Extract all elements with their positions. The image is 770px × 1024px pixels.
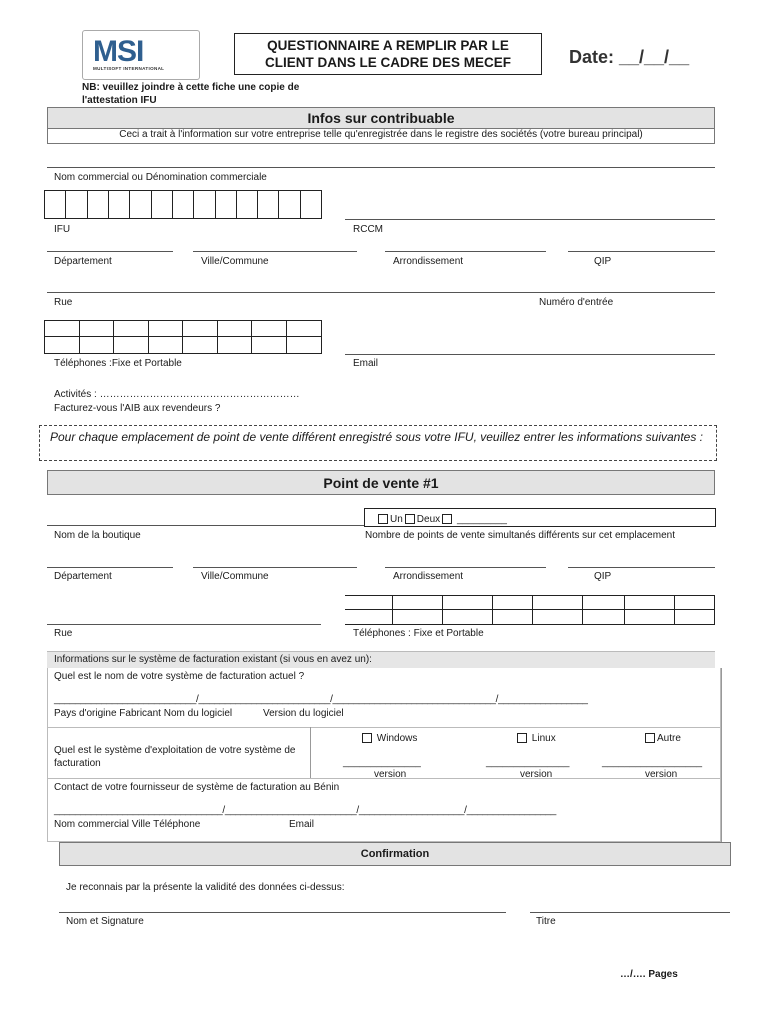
- field-line: [47, 167, 715, 168]
- facturation-header: [47, 651, 715, 668]
- windows-version-input[interactable]: ______________: [343, 757, 421, 768]
- aib-question: Facturez-vous l'AIB aux revendeurs ?: [54, 403, 221, 414]
- nom-boutique-input[interactable]: [47, 525, 364, 526]
- logo-subtitle: MULTISOFT INTERNATIONAL: [93, 66, 165, 71]
- ifu-input-grid[interactable]: [44, 190, 322, 219]
- os-windows: [362, 733, 417, 744]
- linux-checkbox[interactable]: [517, 733, 527, 743]
- label-pdv-arrondissement: Arrondissement: [393, 571, 464, 582]
- question-os: Quel est le système d'exploitation de votre système de facturation: [54, 745, 296, 769]
- departement-input[interactable]: [47, 251, 173, 252]
- label-nom-commercial: Nom commercial ou Dénomination commerciale: [54, 172, 267, 183]
- label-pdv-telephones: Téléphones : Fixe et Portable: [353, 628, 484, 639]
- label-pdv-rue: Rue: [54, 628, 73, 639]
- confirmation-text: Je reconnais par la présente la validité des données ci-dessus:: [66, 882, 345, 893]
- pdv-departement-input[interactable]: [47, 567, 173, 568]
- label-telephones: Téléphones :Fixe et Portable: [54, 358, 182, 369]
- os-linux: [517, 733, 556, 744]
- label-pdv-departement: Département: [54, 571, 112, 582]
- form-title: [234, 33, 542, 75]
- form-title-text: QUESTIONNAIRE A REMPLIR PAR LE CLIENT DANS LE CADRE DES MECEF: [264, 38, 511, 70]
- label-ifu: IFU: [54, 224, 71, 235]
- label-version-windows: version: [374, 769, 407, 780]
- label-pdv-qip: QIP: [594, 571, 612, 582]
- label-contact-nom-ville-tel: Nom commercial Ville Téléphone: [54, 819, 201, 830]
- question-nom-systeme: Quel est le nom de votre système de facturation actuel ?: [54, 671, 305, 682]
- contact-info-line[interactable]: ________________________________/_________________________/____________________/_________________: [54, 805, 557, 816]
- linux-version-input[interactable]: _______________: [486, 757, 570, 768]
- arrondissement-input[interactable]: [385, 251, 546, 252]
- windows-checkbox[interactable]: [362, 733, 372, 743]
- pdv-rue-input[interactable]: [47, 624, 321, 625]
- activites-field[interactable]: Activités : ……………………………………………………: [54, 389, 300, 400]
- section-title: Infos sur contribuable: [307, 110, 455, 126]
- label-departement: Département: [54, 256, 112, 267]
- windows-label: Windows: [376, 733, 418, 744]
- label-ville: Ville/Commune: [201, 256, 269, 267]
- label-version-logiciel: Version du logiciel: [263, 708, 344, 719]
- label-nombre-points: Nombre de points de vente simultanés différents sur cet emplacement: [365, 530, 675, 541]
- label-qip: QIP: [594, 256, 612, 267]
- pdv-ville-input[interactable]: [193, 567, 357, 568]
- pdv-qip-input[interactable]: [568, 567, 715, 568]
- titre-input[interactable]: [530, 912, 730, 913]
- qip-input[interactable]: [568, 251, 715, 252]
- section-header-contribuable: [47, 107, 715, 129]
- label-pdv-ville: Ville/Commune: [201, 571, 269, 582]
- telephone-input-grid[interactable]: [44, 320, 322, 354]
- label-email: Email: [353, 358, 379, 369]
- date-field[interactable]: Date: __/__/__: [569, 47, 690, 67]
- autre-checkbox[interactable]: [645, 733, 655, 743]
- label-version-autre: version: [645, 769, 678, 780]
- autre-label: Autre: [657, 733, 681, 744]
- label-arrondissement: Arrondissement: [393, 256, 464, 267]
- label-pays-fabricant-logiciel: Pays d'origine Fabricant Nom du logiciel: [54, 708, 233, 719]
- section-header-point-de-vente: [47, 470, 715, 495]
- point-de-vente-notice: [39, 425, 717, 461]
- rue-input[interactable]: [47, 292, 715, 293]
- label-rccm: RCCM: [353, 224, 383, 235]
- section-header-confirmation: [59, 842, 731, 866]
- pdv-telephone-grid[interactable]: [345, 595, 715, 625]
- label-contact-email: Email: [289, 819, 315, 830]
- section-title: Confirmation: [360, 848, 430, 860]
- pdv-arrondissement-input[interactable]: [385, 567, 546, 568]
- option-other-checkbox[interactable]: [442, 514, 452, 524]
- systeme-info-line[interactable]: ___________________________/_________________________/_______________________________/_________________: [54, 694, 588, 705]
- option-deux-label: Deux: [416, 514, 441, 525]
- nom-signature-input[interactable]: [59, 912, 506, 913]
- os-autre: [645, 733, 681, 744]
- contact-fournisseur: Contact de votre fournisseur de système de facturation au Bénin: [54, 782, 340, 793]
- logo-mark: MSI: [93, 35, 144, 68]
- notice-text: Pour chaque emplacement de point de vente différent enregistré sous votre IFU, veuillez entrer les informations suivantes :: [50, 430, 704, 444]
- facturation-title: Informations sur le système de facturation existant (si vous en avez un):: [54, 654, 372, 665]
- linux-label: Linux: [531, 733, 556, 744]
- nombre-points-options: [378, 514, 507, 525]
- autre-version-input[interactable]: __________________: [602, 757, 703, 768]
- ifu-note: NB: veuillez joindre à cette fiche une copie de l'attestation IFU: [82, 82, 300, 106]
- option-other-input[interactable]: _________: [456, 514, 507, 525]
- label-nom-boutique: Nom de la boutique: [54, 530, 141, 541]
- label-version-linux: version: [520, 769, 553, 780]
- section-title: Point de vente #1: [323, 474, 439, 491]
- label-numero-entree: Numéro d'entrée: [539, 297, 614, 308]
- page-counter: …/…. Pages: [620, 969, 678, 980]
- option-un-label: Un: [390, 514, 403, 525]
- rccm-input[interactable]: [345, 219, 715, 220]
- email-input[interactable]: [345, 354, 715, 355]
- company-logo: [82, 30, 200, 80]
- label-nom-signature: Nom et Signature: [66, 916, 144, 927]
- option-un-checkbox[interactable]: [378, 514, 388, 524]
- label-titre: Titre: [536, 916, 556, 927]
- label-rue: Rue: [54, 297, 73, 308]
- option-deux-checkbox[interactable]: [405, 514, 415, 524]
- section-subtitle: Ceci a trait à l'information sur votre entreprise telle qu'enregistrée dans le registre des sociétés (votre bureau principal): [119, 129, 643, 140]
- ville-input[interactable]: [193, 251, 357, 252]
